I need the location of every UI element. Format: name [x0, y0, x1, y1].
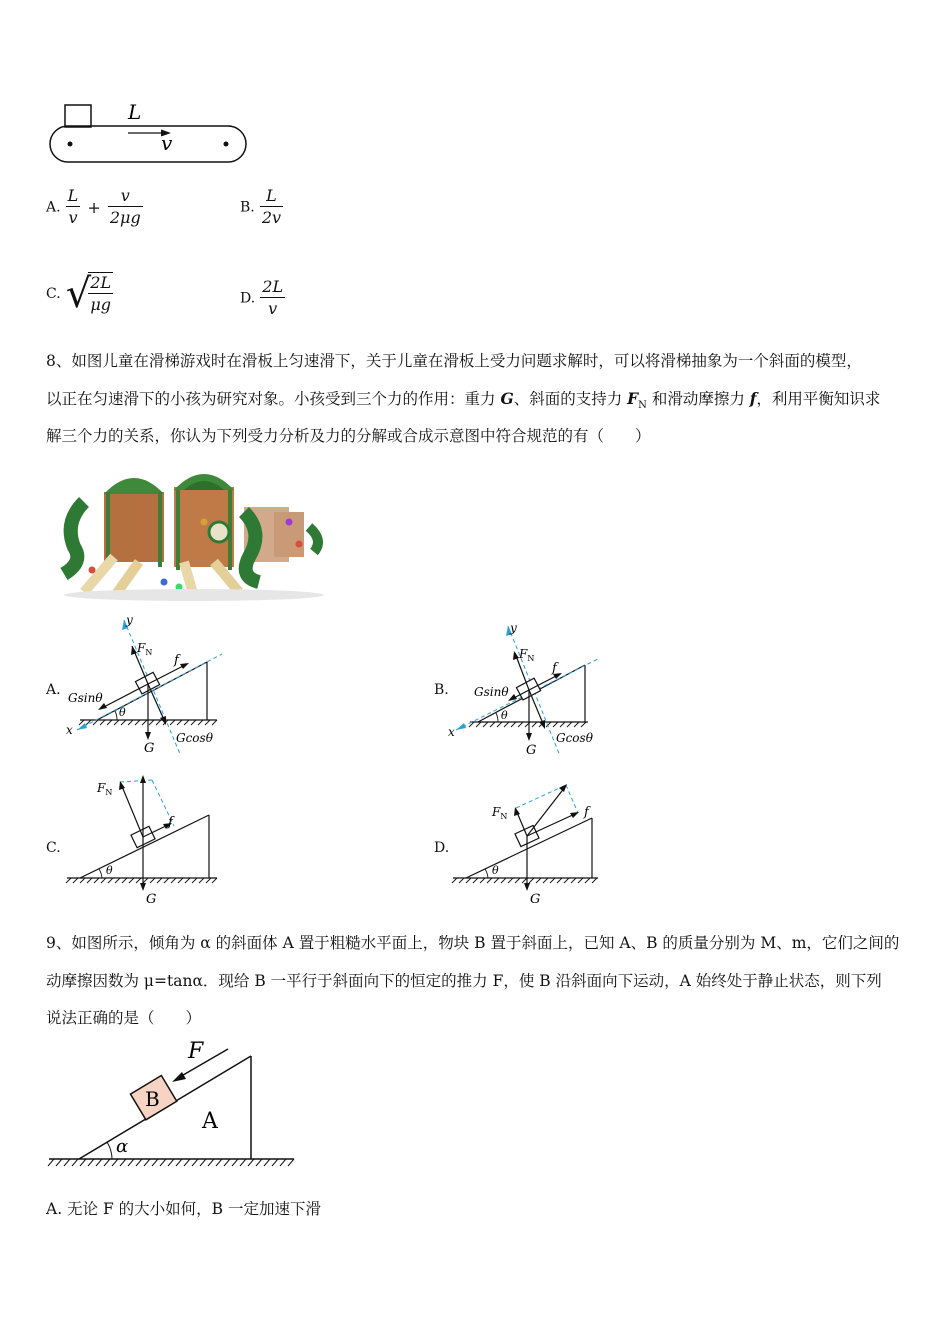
option-8d-letter[interactable]: D. [434, 840, 450, 856]
option-letter: C. [46, 286, 61, 302]
force-diagram-a [62, 612, 232, 762]
fraction: $\frac{v}{2\mu g}$ [109, 186, 141, 227]
option-7a[interactable]: A. $\frac{L}{v}$ + $\frac{v}{2\mu g}$ [46, 186, 141, 227]
svg-text:α: α [116, 1136, 129, 1157]
option-7b[interactable] [240, 186, 283, 229]
svg-text:FN: $F_N$ [137, 641, 153, 657]
svg-text:f: f [552, 661, 557, 676]
option-letter: B. [240, 199, 255, 216]
svg-text:FN: $F_N$ [492, 805, 508, 821]
svg-text:θ: θ [501, 709, 508, 722]
q8-line3: 解三个力的关系，你认为下列受力分析及力的分解或合成示意图中符合规范的有（ ） [46, 427, 651, 445]
q9-line1: 9、如图所示，倾角为 α 的斜面体 A 置于粗糙水平面上，物块 B 置于斜面上，已知 A、B 的质量分别为 M、m，它们之间的 [46, 934, 900, 952]
q9-line3: 说法正确的是（ ） [46, 1009, 202, 1027]
playground-image [44, 462, 326, 607]
svg-text:A: A [202, 1109, 218, 1134]
svg-text:F: F [188, 1039, 204, 1064]
svg-text:θ: θ [119, 706, 126, 719]
svg-text:x: x [448, 725, 455, 739]
square-root: √ $\frac{2L}{\mu g}$ [65, 271, 112, 317]
svg-text:G: G [526, 743, 537, 758]
fraction: $\frac{L}{v}$ [67, 186, 79, 227]
svg-text:Gcosθ: Gcosθ [176, 731, 213, 745]
svg-text:f: f [168, 815, 173, 830]
svg-text:FN: $F_N$ [519, 647, 535, 663]
fraction: $\frac{2L}{v}$ [262, 277, 284, 318]
force-diagram-d [448, 770, 618, 910]
q9-line2: 动摩擦因数为 μ=tanα．现给 B 一平行于斜面向下的恒定的推力 F，使 B 沿斜面向下运动，A 始终处于静止状态，则下列 [46, 972, 882, 990]
fraction: $\frac{L}{2v}$ [261, 186, 282, 227]
option-letter: A. [46, 199, 61, 216]
label-v: v [161, 131, 173, 155]
svg-text:G: G [530, 892, 541, 907]
svg-text:θ: θ [492, 864, 499, 877]
q8-line2: 以正在匀速滑下的小孩为研究对象。小孩受到三个力的作用：重力 G、斜面的支持力 $F_N$ 和滑动摩擦力 f，利用平衡知识求 [46, 389, 881, 412]
option-7c[interactable] [46, 272, 113, 316]
label-L: L [128, 100, 142, 124]
conveyor-belt-figure [40, 95, 260, 175]
force-diagram-b [448, 620, 618, 765]
option-7d[interactable] [240, 277, 285, 320]
svg-text:x: x [66, 723, 73, 737]
svg-text:Gsinθ: Gsinθ [474, 685, 509, 699]
svg-text:Gsinθ: Gsinθ [68, 691, 103, 705]
option-8b-letter[interactable]: B. [434, 682, 449, 698]
option-8c-letter[interactable]: C. [46, 840, 61, 856]
svg-text:y: y [126, 613, 133, 627]
q8-line1: 8、如图儿童在滑梯游戏时在滑板上匀速滑下，关于儿童在滑板上受力问题求解时，可以将滑梯抽象为一个斜面的模型， [46, 352, 862, 370]
svg-text:f: f [584, 805, 589, 820]
svg-text:y: y [510, 621, 517, 635]
svg-text:G: G [144, 741, 155, 756]
svg-text:f: f [174, 653, 179, 668]
incline-block-figure [44, 1036, 299, 1176]
svg-text:Gcosθ: Gcosθ [556, 731, 593, 745]
svg-text:θ: θ [106, 864, 113, 877]
option-8a-letter[interactable]: A. [46, 682, 61, 698]
svg-text:G: G [146, 892, 157, 907]
option-9a[interactable]: A. 无论 F 的大小如何，B 一定加速下滑 [46, 1200, 321, 1218]
force-diagram-c [62, 770, 232, 910]
option-letter: D. [240, 290, 256, 307]
svg-text:B: B [145, 1087, 160, 1111]
svg-text:FN: $F_N$ [97, 781, 113, 797]
